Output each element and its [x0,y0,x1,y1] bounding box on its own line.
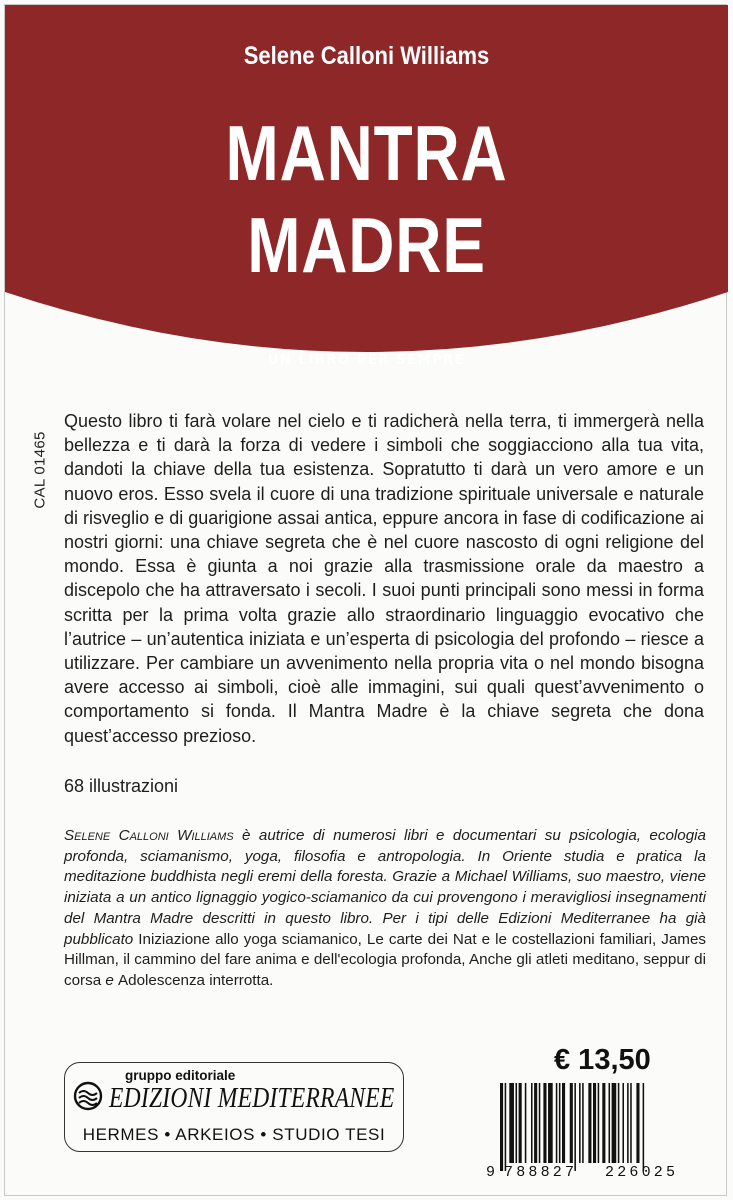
barcode-bar [539,1083,541,1163]
barcode-bar [627,1083,629,1163]
barcode-bar [612,1083,617,1163]
barcode-bar [579,1083,581,1163]
publisher-logo-box [64,1062,404,1152]
barcode-bar [636,1083,639,1163]
barcode-bar [543,1083,546,1163]
barcode-bar [630,1083,632,1163]
author-bio [64,826,706,992]
barcode-bar [622,1083,624,1163]
isbn-right-group: 226025 [605,1164,679,1181]
barcode-bar [609,1083,611,1163]
barcode-bar [602,1083,605,1163]
barcode-bar [598,1083,600,1163]
publisher-imprints: HERMES • ARKEIOS • STUDIO TESI [82,1125,386,1144]
series-tagline: UN LIBRO PER SEMPRE [267,353,466,368]
catalog-code [10,430,70,510]
bio-last-book: Adolescenza interrotta. [118,971,274,989]
barcode-bar [582,1083,584,1163]
isbn-left-group: 788827 [504,1164,578,1181]
publisher-name: EDIZIONI MEDITERRANEE [109,1083,395,1114]
waves-circle-icon [73,1079,103,1113]
barcode-bar [643,1083,645,1171]
barcode-bar [516,1083,518,1163]
barcode-bar [525,1083,527,1163]
author-name: Selene Calloni Williams [243,42,490,70]
book-title-line-1: MANTRA [225,109,508,197]
barcode-bar [562,1083,565,1163]
price-label: € 13,50 [554,1044,651,1076]
barcode-bar [570,1083,573,1163]
barcode-bar [593,1083,596,1163]
isbn-first-digit: 9 [486,1164,496,1181]
barcode-bar [500,1083,503,1171]
book-title-line-2: MADRE [247,201,486,289]
barcode-bar [574,1083,576,1171]
bio-text: è autrice di numerosi libri e documentari su psicologia, ecologia profonda, sciamanismo, yoga, filosofia e antropologia. In Oriente studia e pratica la meditazione buddhista negli eremi della foresta. Grazie a Michael Williams, suo maestro, viene iniziata a un antico lignaggio yogico-sciamanico da cui provengono i meravigliosi insegnamenti del Mantra Madre descritti in questo libro. Per i tipi delle Edizioni Mediterranee ha già pubblicato [64,827,706,948]
bio-conjunction: e [101,971,119,989]
publisher-group-label: gruppo editoriale [125,1068,236,1083]
barcode-bar [534,1083,537,1163]
barcode-bar [559,1083,561,1163]
illustrations-count: 68 illustrazioni [64,776,179,796]
barcode-bar [519,1083,522,1163]
barcode-bar [548,1083,553,1163]
barcode-bar [588,1083,591,1163]
barcode-bar [618,1083,620,1163]
barcode-bar [505,1083,507,1171]
barcode-bar [509,1083,514,1163]
bio-author-name: Selene Calloni Williams [64,827,234,844]
barcode-bar [531,1083,533,1163]
blurb-text: Questo libro ti farà volare nel cielo e ti radicherà nella terra, ti immergerà nella bellezza e ti darà la forza di vedere i simboli che soggiacciono alla tua vita, dandoti la chiave della tua esistenza. Sopratutto ti darà un vero amore e un nuovo eros. Esso svela il cuore di una tradizione spirituale universale e naturale di risveglio e di guarigione assai antica, eppure ancora in fase di codificazione ai nostri giorni: una chiave segreta che è nel cuore nascosto di ogni religione del mondo. Essa è giunta a noi grazie alla trasmissione orale da maestro a discepolo che ha attraversato i secoli. I suoi punti principali sono messi in forma scritta per la prima volta grazie allo straordinario linguaggio evocativo che l’autrice – un’autentica iniziata e un’esperta di psicologia del profondo – riesce a utilizzare. Per cambiare un avvenimento nella propria vita o nel mondo bisogna avere accesso ai simboli, cioè alle immagini, sui quali quest’avvenimento o comportamento si fonda. Il Mantra Madre è la chiave segreta che dona quest’accesso prezioso. [64,411,704,746]
catalog-code-text: CAL 01465 [31,431,49,509]
bio-book-list: Iniziazione allo yoga sciamanico, Le carte dei Nat e le costellazioni familiari, James Hillman, il cammino del fare anima e dell'ecologia profonda, Anche gli atleti meditano, seppur di corsa [64,930,706,989]
barcode-bar [556,1083,558,1163]
